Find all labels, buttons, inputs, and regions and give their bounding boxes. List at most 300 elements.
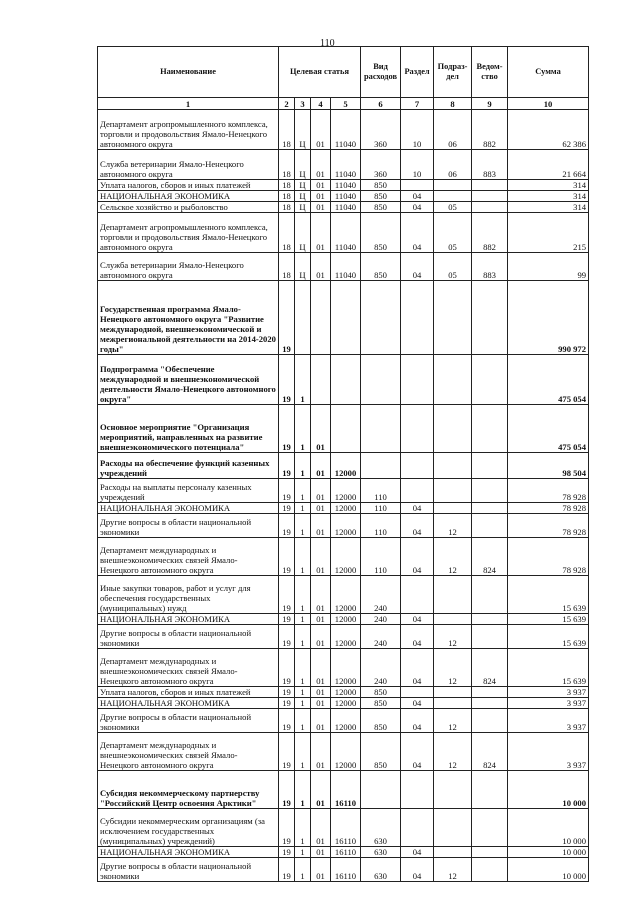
subsection-code <box>434 355 472 405</box>
target-code-direction: 12000 <box>331 514 361 538</box>
amount: 62 386 <box>508 110 589 150</box>
table-row <box>98 514 589 538</box>
table-row <box>98 858 589 882</box>
subsection-code: 12 <box>434 514 472 538</box>
subsection-code: 12 <box>434 733 472 771</box>
target-code-program: 19 <box>279 698 295 709</box>
section-code: 04 <box>401 503 434 514</box>
budget-table <box>97 46 589 882</box>
section-code: 04 <box>401 253 434 281</box>
row-name: НАЦИОНАЛЬНАЯ ЭКОНОМИКА <box>98 847 279 858</box>
department-code <box>472 858 508 882</box>
row-name: НАЦИОНАЛЬНАЯ ЭКОНОМИКА <box>98 503 279 514</box>
table-row <box>98 709 589 733</box>
amount: 475 054 <box>508 405 589 453</box>
subsection-code <box>434 576 472 614</box>
department-code <box>472 180 508 191</box>
target-code-program: 18 <box>279 191 295 202</box>
target-code-subprogram: 1 <box>295 503 311 514</box>
expense-type: 110 <box>361 538 401 576</box>
target-code-activity: 01 <box>311 453 331 479</box>
row-name: Субсидии некоммерческим организациям (за исключением государственных (муниципальных) учреждений) <box>98 809 279 847</box>
target-code-direction: 16110 <box>331 858 361 882</box>
target-code-subprogram: 1 <box>295 858 311 882</box>
target-code-program: 18 <box>279 180 295 191</box>
table-row <box>98 809 589 847</box>
expense-type: 240 <box>361 649 401 687</box>
row-name: Сельское хозяйство и рыболовство <box>98 202 279 213</box>
expense-type: 110 <box>361 503 401 514</box>
amount: 314 <box>508 180 589 191</box>
target-code-subprogram: Ц <box>295 110 311 150</box>
row-name: Служба ветеринарии Ямало-Ненецкого автономного округа <box>98 150 279 180</box>
target-code-activity: 01 <box>311 514 331 538</box>
section-code <box>401 355 434 405</box>
target-code-subprogram: 1 <box>295 453 311 479</box>
table-row <box>98 202 589 213</box>
table-row <box>98 453 589 479</box>
table-row <box>98 110 589 150</box>
target-code-program: 19 <box>279 733 295 771</box>
amount: 15 639 <box>508 576 589 614</box>
section-code: 04 <box>401 649 434 687</box>
target-code-program: 19 <box>279 538 295 576</box>
target-code-activity <box>311 355 331 405</box>
target-code-program: 19 <box>279 453 295 479</box>
section-code: 04 <box>401 202 434 213</box>
section-code: 10 <box>401 110 434 150</box>
target-code-activity: 01 <box>311 698 331 709</box>
target-code-subprogram: 1 <box>295 809 311 847</box>
subsection-code <box>434 453 472 479</box>
section-code: 04 <box>401 614 434 625</box>
amount: 98 504 <box>508 453 589 479</box>
table-row <box>98 614 589 625</box>
target-code-subprogram: 1 <box>295 479 311 503</box>
header-vid: Вид расходов <box>361 47 401 98</box>
expense-type: 110 <box>361 479 401 503</box>
row-name: Департамент международных и внешнеэкономических связей Ямало-Ненецкого автономного округа <box>98 733 279 771</box>
amount: 10 000 <box>508 847 589 858</box>
section-code <box>401 479 434 503</box>
expense-type <box>361 405 401 453</box>
row-name: Расходы на выплаты персоналу казенных учреждений <box>98 479 279 503</box>
expense-type: 850 <box>361 191 401 202</box>
amount: 990 972 <box>508 281 589 355</box>
department-code <box>472 698 508 709</box>
target-code-activity: 01 <box>311 150 331 180</box>
target-code-activity: 01 <box>311 405 331 453</box>
column-number: 8 <box>434 98 472 110</box>
department-code <box>472 355 508 405</box>
target-code-direction: 11040 <box>331 213 361 253</box>
section-code <box>401 771 434 809</box>
target-code-program: 19 <box>279 281 295 355</box>
table-row <box>98 847 589 858</box>
expense-type: 630 <box>361 809 401 847</box>
target-code-program: 18 <box>279 150 295 180</box>
subsection-code <box>434 698 472 709</box>
header-target: Целевая статья <box>279 47 361 98</box>
section-code: 04 <box>401 538 434 576</box>
section-code: 04 <box>401 191 434 202</box>
target-code-program: 19 <box>279 405 295 453</box>
target-code-subprogram: 1 <box>295 733 311 771</box>
expense-type: 240 <box>361 614 401 625</box>
column-number: 7 <box>401 98 434 110</box>
target-code-direction: 12000 <box>331 576 361 614</box>
column-number: 3 <box>295 98 311 110</box>
target-code-activity: 01 <box>311 771 331 809</box>
target-code-program: 19 <box>279 503 295 514</box>
subsection-code: 06 <box>434 110 472 150</box>
department-code <box>472 191 508 202</box>
expense-type <box>361 453 401 479</box>
row-name: Уплата налогов, сборов и иных платежей <box>98 687 279 698</box>
target-code-subprogram: 1 <box>295 698 311 709</box>
row-name: Служба ветеринарии Ямало-Ненецкого автономного округа <box>98 253 279 281</box>
table-row <box>98 355 589 405</box>
subsection-code <box>434 180 472 191</box>
amount: 78 928 <box>508 479 589 503</box>
header-summa: Сумма <box>508 47 589 98</box>
expense-type: 240 <box>361 576 401 614</box>
row-name: Субсидия некоммерческому партнерству "Российский Центр освоения Арктики" <box>98 771 279 809</box>
department-code <box>472 576 508 614</box>
target-code-direction: 11040 <box>331 202 361 213</box>
amount: 3 937 <box>508 698 589 709</box>
column-number-row <box>98 98 589 110</box>
table-row <box>98 150 589 180</box>
department-code <box>472 202 508 213</box>
target-code-activity: 01 <box>311 538 331 576</box>
amount: 3 937 <box>508 733 589 771</box>
subsection-code <box>434 771 472 809</box>
table-row <box>98 687 589 698</box>
target-code-subprogram: Ц <box>295 180 311 191</box>
target-code-activity: 01 <box>311 213 331 253</box>
target-code-direction: 12000 <box>331 709 361 733</box>
department-code: 824 <box>472 538 508 576</box>
row-name: Иные закупки товаров, работ и услуг для обеспечения государственных (муниципальных) нужд <box>98 576 279 614</box>
row-name: Другие вопросы в области национальной экономики <box>98 709 279 733</box>
page-number: 110 <box>320 38 335 49</box>
department-code <box>472 281 508 355</box>
amount: 314 <box>508 191 589 202</box>
row-name: Департамент международных и внешнеэкономических связей Ямало-Ненецкого автономного округа <box>98 538 279 576</box>
target-code-direction: 12000 <box>331 733 361 771</box>
target-code-program: 18 <box>279 253 295 281</box>
target-code-program: 18 <box>279 202 295 213</box>
target-code-subprogram: Ц <box>295 202 311 213</box>
target-code-program: 19 <box>279 576 295 614</box>
header-podrazdel: Подраз-дел <box>434 47 472 98</box>
target-code-direction: 12000 <box>331 698 361 709</box>
section-code <box>401 809 434 847</box>
target-code-program: 19 <box>279 614 295 625</box>
target-code-direction: 11040 <box>331 150 361 180</box>
target-code-program: 19 <box>279 625 295 649</box>
subsection-code <box>434 503 472 514</box>
department-code <box>472 771 508 809</box>
subsection-code <box>434 281 472 355</box>
section-code <box>401 405 434 453</box>
amount: 78 928 <box>508 538 589 576</box>
expense-type <box>361 771 401 809</box>
table-row <box>98 698 589 709</box>
target-code-subprogram: 1 <box>295 538 311 576</box>
header-razdel: Раздел <box>401 47 434 98</box>
table-row <box>98 180 589 191</box>
target-code-subprogram: Ц <box>295 253 311 281</box>
target-code-direction <box>331 281 361 355</box>
table-row <box>98 405 589 453</box>
target-code-direction: 16110 <box>331 771 361 809</box>
amount: 78 928 <box>508 514 589 538</box>
section-code <box>401 180 434 191</box>
target-code-program: 18 <box>279 213 295 253</box>
target-code-activity: 01 <box>311 709 331 733</box>
target-code-activity: 01 <box>311 733 331 771</box>
subsection-code <box>434 479 472 503</box>
department-code <box>472 614 508 625</box>
table-row <box>98 576 589 614</box>
subsection-code <box>434 614 472 625</box>
table-row <box>98 733 589 771</box>
target-code-subprogram: 1 <box>295 847 311 858</box>
amount: 215 <box>508 213 589 253</box>
expense-type <box>361 281 401 355</box>
section-code: 04 <box>401 514 434 538</box>
target-code-direction: 12000 <box>331 538 361 576</box>
target-code-activity <box>311 281 331 355</box>
target-code-activity: 01 <box>311 202 331 213</box>
column-number: 5 <box>331 98 361 110</box>
expense-type: 360 <box>361 110 401 150</box>
department-code <box>472 514 508 538</box>
target-code-direction: 11040 <box>331 180 361 191</box>
amount: 10 000 <box>508 858 589 882</box>
target-code-program: 19 <box>279 514 295 538</box>
target-code-activity: 01 <box>311 479 331 503</box>
subsection-code <box>434 809 472 847</box>
subsection-code <box>434 847 472 858</box>
department-code <box>472 503 508 514</box>
expense-type: 850 <box>361 698 401 709</box>
amount: 10 000 <box>508 771 589 809</box>
amount: 99 <box>508 253 589 281</box>
amount: 3 937 <box>508 687 589 698</box>
target-code-activity: 01 <box>311 253 331 281</box>
target-code-subprogram: 1 <box>295 514 311 538</box>
section-code <box>401 281 434 355</box>
target-code-direction <box>331 355 361 405</box>
target-code-direction: 12000 <box>331 503 361 514</box>
target-code-direction: 12000 <box>331 453 361 479</box>
subsection-code: 05 <box>434 213 472 253</box>
subsection-code: 05 <box>434 202 472 213</box>
target-code-direction: 11040 <box>331 253 361 281</box>
department-code <box>472 479 508 503</box>
subsection-code <box>434 191 472 202</box>
department-code <box>472 625 508 649</box>
amount: 78 928 <box>508 503 589 514</box>
target-code-activity: 01 <box>311 614 331 625</box>
department-code: 882 <box>472 213 508 253</box>
target-code-direction: 12000 <box>331 649 361 687</box>
target-code-direction: 16110 <box>331 847 361 858</box>
row-name: Основное мероприятие "Организация мероприятий, направленных на развитие внешнеэкономического потенциала" <box>98 405 279 453</box>
table-row <box>98 479 589 503</box>
section-code: 04 <box>401 847 434 858</box>
target-code-subprogram: Ц <box>295 213 311 253</box>
department-code: 824 <box>472 733 508 771</box>
expense-type: 850 <box>361 709 401 733</box>
section-code <box>401 453 434 479</box>
amount: 15 639 <box>508 625 589 649</box>
subsection-code: 12 <box>434 625 472 649</box>
subsection-code: 12 <box>434 858 472 882</box>
target-code-direction: 12000 <box>331 479 361 503</box>
expense-type: 850 <box>361 733 401 771</box>
target-code-direction: 11040 <box>331 191 361 202</box>
subsection-code: 06 <box>434 150 472 180</box>
target-code-activity: 01 <box>311 847 331 858</box>
row-name: Департамент агропромышленного комплекса, торговли и продовольствия Ямало-Ненецкого автономного округа <box>98 110 279 150</box>
row-name: Государственная программа Ямало-Ненецкого автономного округа "Развитие международной, внешнеэкономической и межрегиональной деятельности на 2014-2020 годы" <box>98 281 279 355</box>
row-name: Расходы на обеспечение функций казенных учреждений <box>98 453 279 479</box>
column-number: 4 <box>311 98 331 110</box>
section-code: 04 <box>401 213 434 253</box>
section-code <box>401 687 434 698</box>
department-code <box>472 847 508 858</box>
header-row <box>98 47 589 98</box>
target-code-activity: 01 <box>311 687 331 698</box>
table-row <box>98 538 589 576</box>
section-code: 04 <box>401 733 434 771</box>
expense-type: 360 <box>361 150 401 180</box>
target-code-activity: 01 <box>311 809 331 847</box>
target-code-program: 19 <box>279 649 295 687</box>
expense-type: 850 <box>361 180 401 191</box>
target-code-subprogram: 1 <box>295 649 311 687</box>
table-row <box>98 253 589 281</box>
section-code <box>401 576 434 614</box>
subsection-code: 12 <box>434 538 472 576</box>
target-code-program: 19 <box>279 771 295 809</box>
department-code <box>472 453 508 479</box>
expense-type: 630 <box>361 858 401 882</box>
department-code <box>472 687 508 698</box>
subsection-code <box>434 687 472 698</box>
section-code: 10 <box>401 150 434 180</box>
amount: 3 937 <box>508 709 589 733</box>
table-row <box>98 649 589 687</box>
row-name: Департамент международных и внешнеэкономических связей Ямало-Ненецкого автономного округа <box>98 649 279 687</box>
row-name: Уплата налогов, сборов и иных платежей <box>98 180 279 191</box>
amount: 314 <box>508 202 589 213</box>
amount: 10 000 <box>508 809 589 847</box>
department-code: 883 <box>472 150 508 180</box>
table-row <box>98 625 589 649</box>
expense-type <box>361 355 401 405</box>
row-name: Другие вопросы в области национальной экономики <box>98 625 279 649</box>
expense-type: 850 <box>361 253 401 281</box>
amount: 15 639 <box>508 649 589 687</box>
table-row <box>98 191 589 202</box>
expense-type: 630 <box>361 847 401 858</box>
section-code: 04 <box>401 709 434 733</box>
subsection-code <box>434 405 472 453</box>
row-name: НАЦИОНАЛЬНАЯ ЭКОНОМИКА <box>98 191 279 202</box>
target-code-subprogram: 1 <box>295 771 311 809</box>
expense-type: 110 <box>361 514 401 538</box>
row-name: Департамент агропромышленного комплекса, торговли и продовольствия Ямало-Ненецкого автономного округа <box>98 213 279 253</box>
target-code-direction: 12000 <box>331 687 361 698</box>
row-name: Другие вопросы в области национальной экономики <box>98 858 279 882</box>
column-number: 1 <box>98 98 279 110</box>
department-code <box>472 405 508 453</box>
target-code-subprogram: 1 <box>295 576 311 614</box>
target-code-program: 19 <box>279 858 295 882</box>
target-code-activity: 01 <box>311 649 331 687</box>
target-code-subprogram: 1 <box>295 625 311 649</box>
target-code-activity: 01 <box>311 110 331 150</box>
column-number: 10 <box>508 98 589 110</box>
section-code: 04 <box>401 858 434 882</box>
target-code-activity: 01 <box>311 191 331 202</box>
column-number: 2 <box>279 98 295 110</box>
department-code <box>472 709 508 733</box>
row-name: Подпрограмма "Обеспечение международной и внешнеэкономической деятельности Ямало-Ненецкого автономного округа" <box>98 355 279 405</box>
target-code-activity: 01 <box>311 625 331 649</box>
department-code: 824 <box>472 649 508 687</box>
target-code-direction: 16110 <box>331 809 361 847</box>
row-name: Другие вопросы в области национальной экономики <box>98 514 279 538</box>
amount: 475 054 <box>508 355 589 405</box>
target-code-direction: 12000 <box>331 625 361 649</box>
target-code-program: 19 <box>279 809 295 847</box>
target-code-subprogram: Ц <box>295 150 311 180</box>
expense-type: 850 <box>361 202 401 213</box>
department-code <box>472 809 508 847</box>
department-code: 883 <box>472 253 508 281</box>
table-row <box>98 503 589 514</box>
section-code: 04 <box>401 698 434 709</box>
table-row <box>98 281 589 355</box>
target-code-activity: 01 <box>311 503 331 514</box>
target-code-activity: 01 <box>311 858 331 882</box>
row-name: НАЦИОНАЛЬНАЯ ЭКОНОМИКА <box>98 698 279 709</box>
target-code-program: 19 <box>279 355 295 405</box>
target-code-subprogram: 1 <box>295 687 311 698</box>
amount: 15 639 <box>508 614 589 625</box>
target-code-activity: 01 <box>311 180 331 191</box>
target-code-subprogram: Ц <box>295 191 311 202</box>
section-code: 04 <box>401 625 434 649</box>
amount: 21 664 <box>508 150 589 180</box>
column-number: 6 <box>361 98 401 110</box>
expense-type: 850 <box>361 687 401 698</box>
target-code-subprogram: 1 <box>295 405 311 453</box>
header-vedomstvo: Ведом-ство <box>472 47 508 98</box>
subsection-code: 12 <box>434 649 472 687</box>
target-code-subprogram <box>295 281 311 355</box>
table-row <box>98 213 589 253</box>
target-code-program: 19 <box>279 479 295 503</box>
target-code-subprogram: 1 <box>295 355 311 405</box>
target-code-direction <box>331 405 361 453</box>
